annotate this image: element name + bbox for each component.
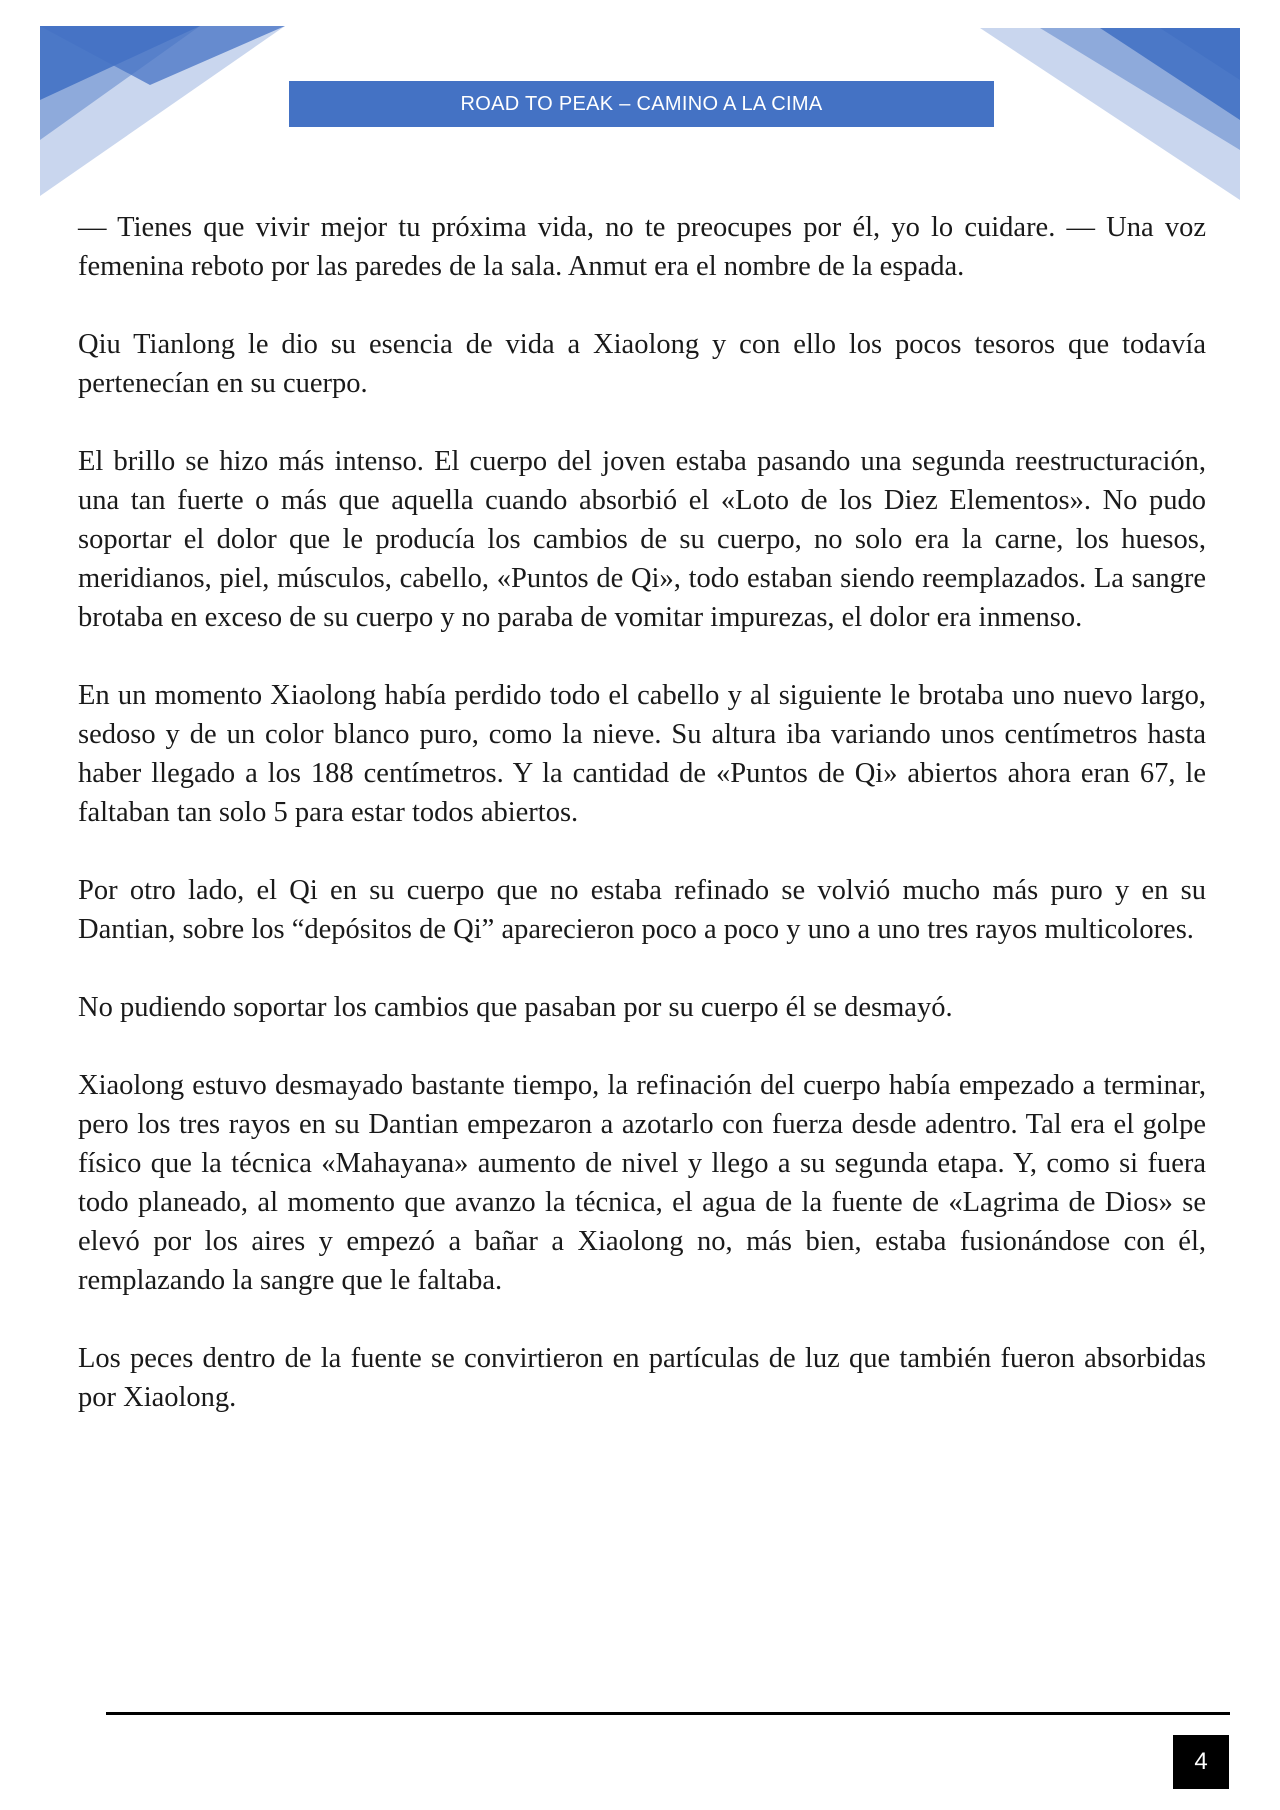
paragraph: No pudiendo soportar los cambios que pasaban por su cuerpo él se desmayó. — [78, 992, 953, 1023]
page-number-box — [1173, 1735, 1229, 1789]
paragraph: Los peces dentro de la fuente se convirtieron en partículas de luz que también fueron absorbidas por Xiaolong. — [78, 1343, 1206, 1413]
header-corner-decoration-left — [0, 0, 300, 200]
paragraph: Qiu Tianlong le dio su esencia de vida a Xiaolong y con ello los pocos tesoros que todavía pertenecían en su cuerpo. — [78, 329, 1206, 399]
header-title-banner — [289, 81, 994, 127]
header-title: ROAD TO PEAK – CAMINO A LA CIMA — [460, 92, 823, 115]
paragraph: Xiaolong estuvo desmayado bastante tiempo, la refinación del cuerpo había empezado a terminar, pero los tres rayos en su Dantian empezaron a azotarlo con fuerza desde adentro. Tal era el golpe físico que la técnica «Mahayana» aumento de nivel y llego a su segunda etapa. Y, como si fuera todo planeado, al momento que avanzo la técnica, el agua de la fuente de «Lagrima de Dios» se elevó por los aires y empezó a bañar a Xiaolong no, más bien, estaba fusionándose con él, remplazando la sangre que le faltaba. — [78, 1070, 1206, 1296]
paragraph: En un momento Xiaolong había perdido todo el cabello y al siguiente le brotaba uno nuevo largo, sedoso y de un color blanco puro, como la nieve. Su altura iba variando unos centímetros hasta haber llegado a los 188 centímetros. Y la cantidad de «Puntos de Qi» abiertos ahora eran 67, le faltaban tan solo 5 para estar todos abiertos. — [78, 680, 1206, 828]
footer-divider — [106, 1712, 1230, 1715]
paragraph: El brillo se hizo más intenso. El cuerpo del joven estaba pasando una segunda reestructuración, una tan fuerte o más que aquella cuando absorbió el «Loto de los Diez Elementos». No pudo soportar el dolor que le producía los cambios de su cuerpo, no solo era la carne, los huesos, meridianos, piel, músculos, cabello, «Puntos de Qi», todo estaban siendo reemplazados. La sangre brotaba en exceso de su cuerpo y no paraba de vomitar impurezas, el dolor era inmenso. — [78, 446, 1206, 633]
page-number: 4 — [1194, 1748, 1208, 1775]
paragraph: Por otro lado, el Qi en su cuerpo que no estaba refinado se volvió mucho más puro y en su Dantian, sobre los “depósitos de Qi” aparecieron poco a poco y uno a uno tres rayos multicolores. — [78, 875, 1206, 945]
paragraph: — Tienes que vivir mejor tu próxima vida, no te preocupes por él, yo lo cuidare. — Una voz femenina reboto por las paredes de la sala. Anmut era el nombre de la espada. — [78, 212, 1206, 282]
chapter-body — [78, 208, 1206, 1456]
header-corner-decoration-right — [980, 0, 1280, 200]
